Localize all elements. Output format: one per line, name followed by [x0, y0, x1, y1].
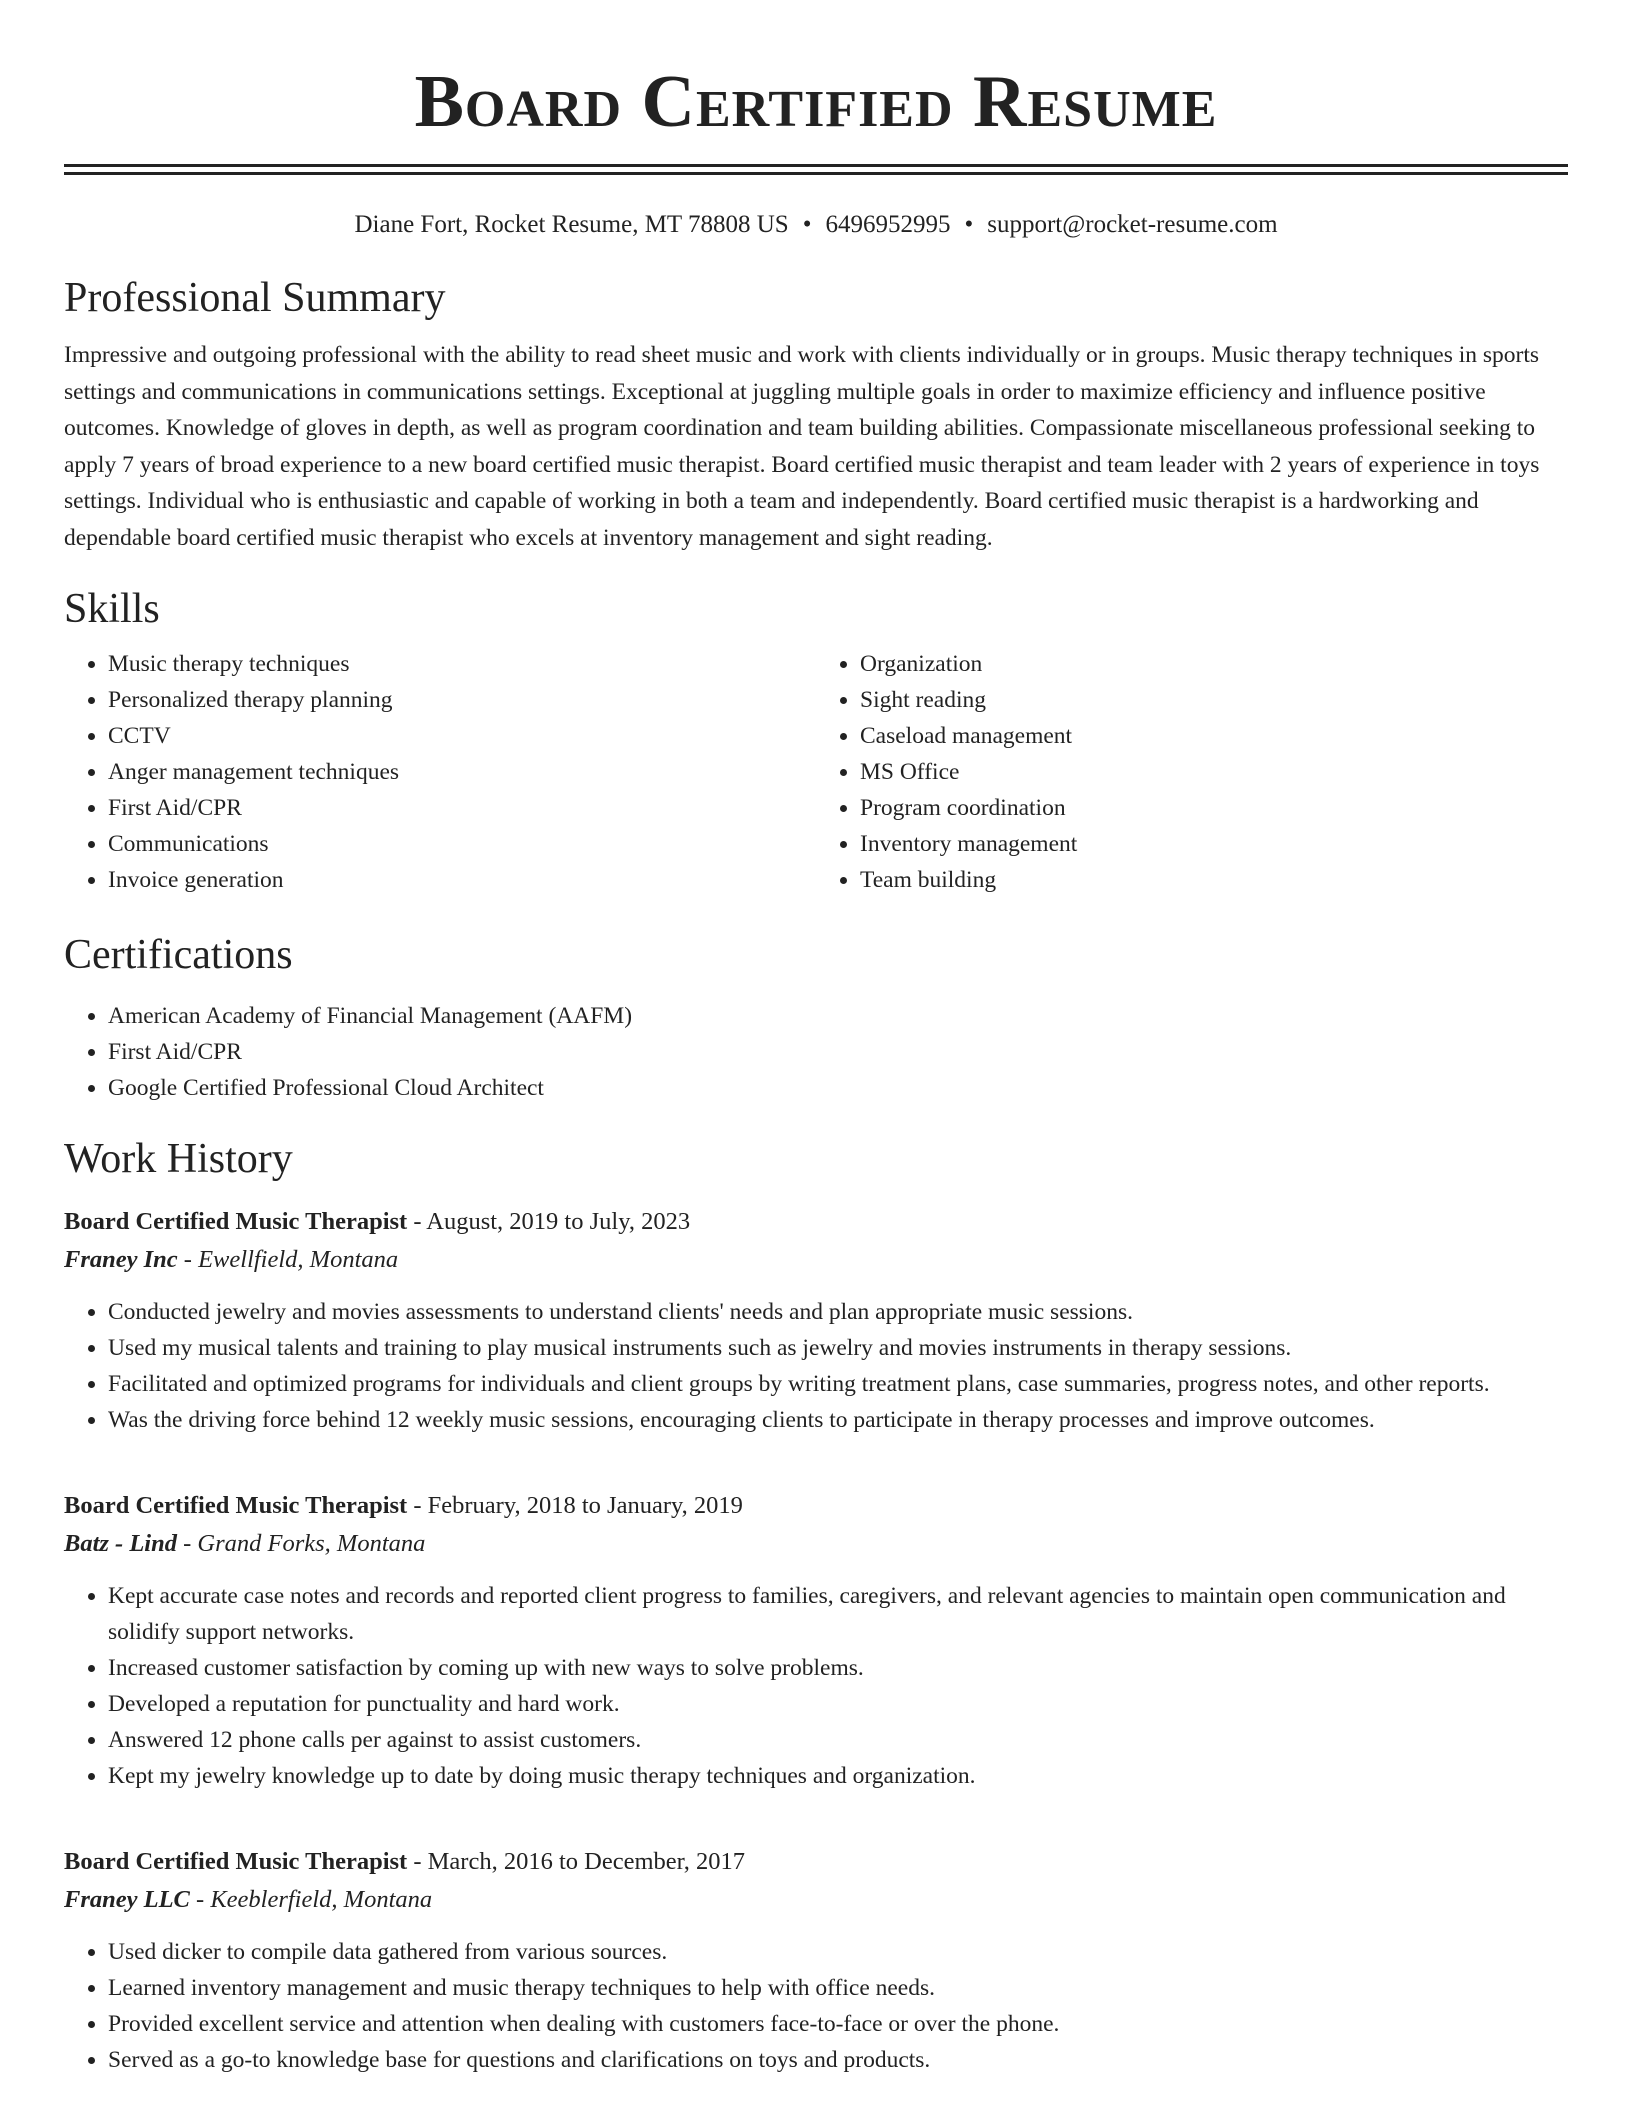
job-location: - Keeblerfield, Montana — [189, 1886, 433, 1913]
job-bullet: • Used my musical talents and training to play musical instruments such as jewelry and movies instruments in therapy sessions. — [108, 1330, 1568, 1366]
contact-separator: • — [802, 211, 812, 238]
job-employer: Batz - Lind — [64, 1530, 177, 1557]
contact-line — [64, 207, 1568, 243]
work-history-heading: Work History — [64, 1136, 293, 1182]
job-title-line — [64, 1488, 1568, 1524]
contact-separator: • — [964, 211, 974, 238]
certification-item: • Google Certified Professional Cloud Architect — [108, 1070, 1568, 1106]
skill-item: • Caseload management — [860, 718, 1568, 754]
job-bullet: • Kept my jewelry knowledge up to date by doing music therapy techniques and organization. — [108, 1758, 1568, 1794]
contact-email: support@rocket-resume.com — [987, 211, 1278, 238]
job-dates: - August, 2019 to July, 2023 — [407, 1208, 691, 1235]
job-bullets — [64, 1294, 1568, 1438]
summary-heading: Professional Summary — [64, 275, 446, 321]
job-dates: - February, 2018 to January, 2019 — [407, 1492, 743, 1519]
job-title: Board Certified Music Therapist — [64, 1492, 408, 1519]
job-dates: - March, 2016 to December, 2017 — [407, 1848, 746, 1875]
summary-text: Impressive and outgoing professional with the ability to read sheet music and work with clients individually or in groups. Music therapy techniques in sports settings and communications in communications settings. Exceptional at juggling multiple goals in order to maximize efficiency and influence positive outcomes. Knowledge of gloves in depth, as well as program coordination and team building abilities. Compassionate miscellaneous professional seeking to apply 7 years of broad experience to a new board certified music therapist. Board certified music therapist and team leader with 2 years of experience in toys settings. Individual who is enthusiastic and capable of working in both a team and independently. Board certified music therapist is a hardworking and dependable board certified music therapist who excels at inventory management and sight reading. — [64, 342, 1540, 551]
job-entry — [64, 1204, 1568, 1438]
skill-item: • Anger management techniques — [108, 754, 816, 790]
job-entry — [64, 1844, 1568, 2078]
job-bullet: • Was the driving force behind 12 weekly music sessions, encouraging clients to participate in therapy processes and improve outcomes. — [108, 1402, 1568, 1438]
skill-item: • MS Office — [860, 754, 1568, 790]
skill-item: • Inventory management — [860, 826, 1568, 862]
job-bullet: • Served as a go-to knowledge base for questions and clarifications on toys and products. — [108, 2042, 1568, 2078]
job-employer-line — [64, 1880, 1568, 1920]
job-employer-line — [64, 1240, 1568, 1280]
skill-item: • First Aid/CPR — [108, 790, 816, 826]
certification-item: • American Academy of Financial Management (AAFM) — [108, 998, 1568, 1034]
job-title: Board Certified Music Therapist — [64, 1848, 408, 1875]
skills-list-right — [816, 646, 1568, 898]
job-title-line — [64, 1204, 1568, 1240]
job-entry — [64, 1488, 1568, 1794]
job-employer-line — [64, 1524, 1568, 1564]
skill-item: • Communications — [108, 826, 816, 862]
job-title: Board Certified Music Therapist — [64, 1208, 408, 1235]
job-bullet: • Kept accurate case notes and records and reported client progress to families, caregivers, and relevant agencies to maintain open communication and solidify support networks. — [108, 1578, 1568, 1650]
skills-list-left — [64, 646, 816, 898]
skills-heading: Skills — [64, 586, 160, 632]
job-bullets — [64, 1578, 1568, 1794]
skill-item: • Organization — [860, 646, 1568, 682]
skill-item: • Personalized therapy planning — [108, 682, 816, 718]
skill-item: • Music therapy techniques — [108, 646, 816, 682]
contact-address: Diane Fort, Rocket Resume, MT 78808 US — [354, 211, 789, 238]
job-employer: Franey Inc — [64, 1246, 178, 1273]
job-location: - Grand Forks, Montana — [177, 1530, 426, 1557]
job-location: - Ewellfield, Montana — [177, 1246, 399, 1273]
skills-columns — [64, 646, 1568, 898]
job-bullets — [64, 1934, 1568, 2078]
skill-item: • CCTV — [108, 718, 816, 754]
resume-page — [64, 0, 1568, 2078]
skill-item: • Team building — [860, 862, 1568, 898]
skill-item: • Program coordination — [860, 790, 1568, 826]
job-employer: Franey LLC — [64, 1886, 190, 1913]
certifications-list — [64, 998, 1568, 1106]
job-bullet: • Provided excellent service and attention when dealing with customers face-to-face or over the phone. — [108, 2006, 1568, 2042]
skill-item: • Sight reading — [860, 682, 1568, 718]
job-bullet: • Answered 12 phone calls per against to assist customers. — [108, 1722, 1568, 1758]
job-bullet: • Facilitated and optimized programs for individuals and client groups by writing treatment plans, case summaries, progress notes, and other reports. — [108, 1366, 1568, 1402]
job-bullet: • Developed a reputation for punctuality and hard work. — [108, 1686, 1568, 1722]
skill-item: • Invoice generation — [108, 862, 816, 898]
job-bullet: • Increased customer satisfaction by coming up with new ways to solve problems. — [108, 1650, 1568, 1686]
job-title-line — [64, 1844, 1568, 1880]
job-bullet: • Conducted jewelry and movies assessments to understand clients' needs and plan appropriate music sessions. — [108, 1294, 1568, 1330]
certifications-heading: Certifications — [64, 932, 293, 978]
job-bullet: • Used dicker to compile data gathered from various sources. — [108, 1934, 1568, 1970]
contact-phone: 6496952995 — [825, 211, 951, 238]
job-bullet: • Learned inventory management and music therapy techniques to help with office needs. — [108, 1970, 1568, 2006]
title-double-rule — [64, 164, 1568, 175]
resume-title: Board Certified Resume — [414, 61, 1218, 143]
certification-item: • First Aid/CPR — [108, 1034, 1568, 1070]
